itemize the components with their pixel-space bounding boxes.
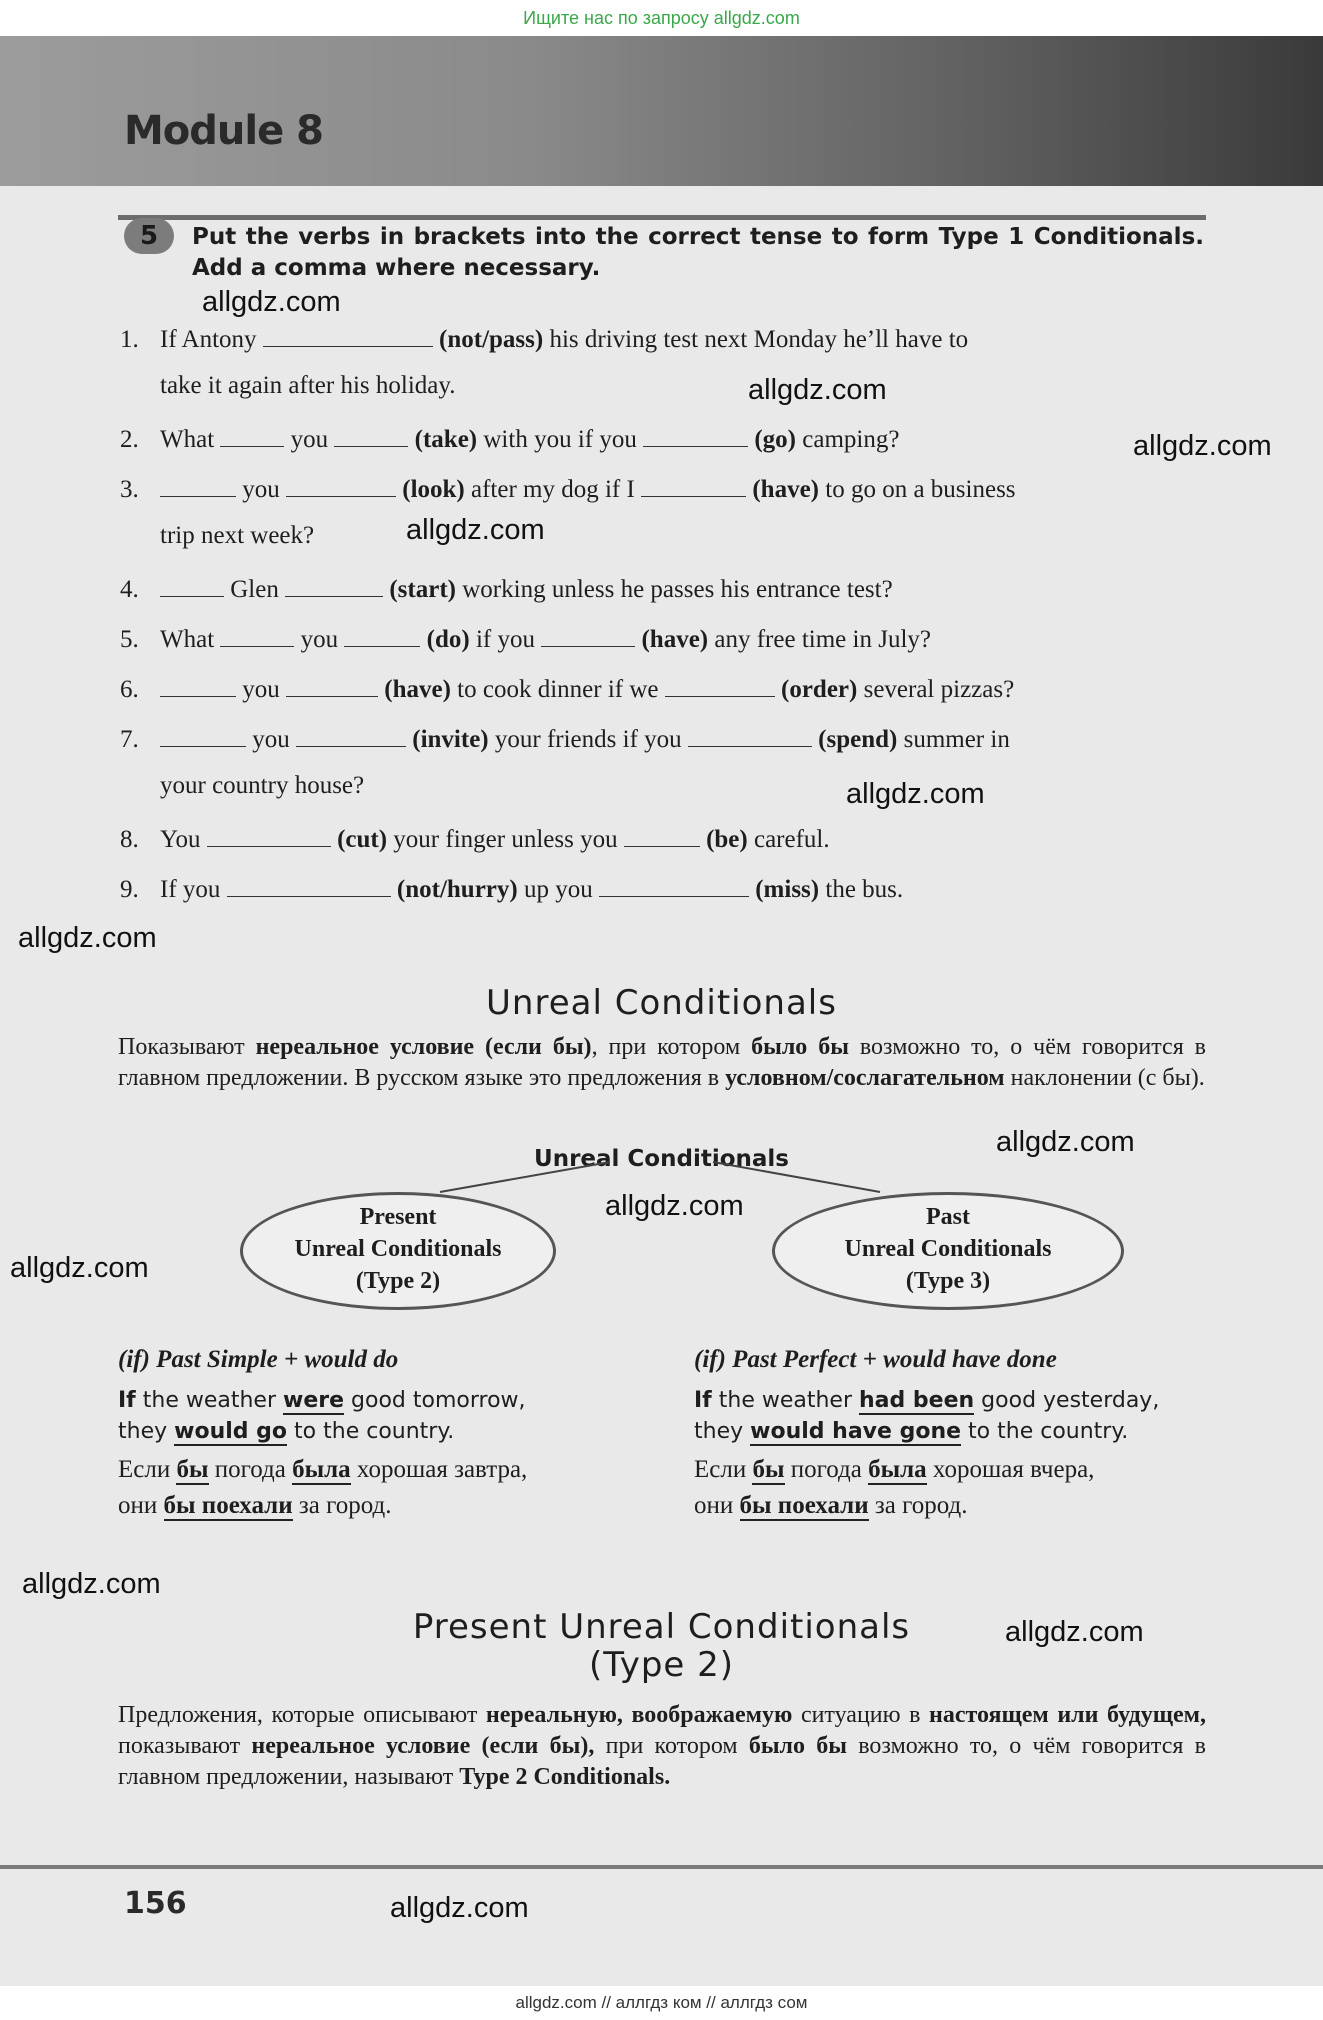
exercise-number: 8. <box>120 826 139 853</box>
answer-blank <box>285 572 383 597</box>
watermark: allgdz.com <box>22 1568 161 1600</box>
bold-text: было бы <box>748 1733 848 1759</box>
answer-blank <box>541 622 635 647</box>
exercise-item: 1. If Antony (not/pass) his driving test next Monday he’ll have to <box>120 322 1206 356</box>
answer-blank <box>624 822 700 847</box>
bold-text: условном/сослагательном <box>725 1065 1005 1091</box>
watermark: allgdz.com <box>202 286 341 318</box>
exercise-number: 1. <box>120 326 139 353</box>
exercise-continuation: trip next week? <box>160 522 315 549</box>
unreal-intro: Показывают нереальное условие (если бы), при котором было бы возможно то, о чём говорится в главном предложении. В русском языке это предложения в условном/сослагательном наклонении (с бы). <box>118 1034 1207 1091</box>
unreal-heading: Unreal Conditionals <box>486 983 837 1023</box>
answer-blank <box>220 422 284 447</box>
footer <box>0 1986 1323 2020</box>
underlined-text: бы <box>752 1456 785 1483</box>
bold-text: (spend) <box>818 726 898 753</box>
bold-text: If <box>118 1388 136 1413</box>
watermark: allgdz.com <box>18 922 157 954</box>
exercise-number: 5. <box>120 626 139 653</box>
example-type2-ru-line1: Если бы погода была хорошая завтра, <box>118 1456 528 1483</box>
top-rule <box>118 215 1206 220</box>
type2-heading-line2: (Type 2) <box>588 1645 735 1685</box>
page-number: 156 <box>124 1886 187 1921</box>
exercise-continuation: your country house? <box>160 772 365 799</box>
answer-blank <box>220 622 294 647</box>
exercise-item: 5. What you (do) if you (have) any free time in July? <box>120 622 1206 656</box>
ellipse-right-line2: Unreal Conditionals <box>844 1236 1052 1262</box>
exercise-item: 9. If you (not/hurry) up you (miss) the bus. <box>120 872 1206 906</box>
bold-text: (be) <box>706 826 748 853</box>
top-banner-text: Ищите нас по запросу allgdz.com <box>523 8 800 28</box>
answer-blank <box>160 472 236 497</box>
underlined-text: had been <box>859 1388 975 1413</box>
underlined-text: бы <box>176 1456 209 1483</box>
example-type3-ru-line1: Если бы погода была хорошая вчера, <box>694 1456 1095 1483</box>
exercise-number: 9. <box>120 876 139 903</box>
answer-blank <box>599 872 749 897</box>
underlined-text: would have gone <box>750 1419 962 1444</box>
exercise-number: 7. <box>120 726 139 753</box>
bold-text: (miss) <box>755 876 820 903</box>
watermark: allgdz.com <box>390 1892 529 1924</box>
bold-text: (go) <box>754 426 796 453</box>
answer-blank <box>334 422 408 447</box>
bold-text: (look) <box>402 476 465 503</box>
task-instruction: Put the verbs in brackets into the correct tense to form Type 1 Conditionals. Add a comma where necessary. <box>192 224 1204 281</box>
bold-text: (have) <box>641 626 709 653</box>
bold-text: (start) <box>389 576 456 603</box>
example-type3-en-line1: If the weather had been good yesterday, <box>694 1388 1160 1413</box>
underlined-text: would go <box>174 1419 288 1444</box>
example-type3-en-line2: they would have gone to the country. <box>694 1419 1129 1444</box>
bold-text: было бы <box>751 1034 849 1060</box>
exercise-item: 7. you (invite) your friends if you (spend) summer in <box>120 722 1206 756</box>
ellipse-left-line1: Present <box>359 1204 437 1230</box>
ellipse-past-unreal <box>772 1192 1124 1310</box>
exercise-item: 8. You (cut) your finger unless you (be) careful. <box>120 822 1206 856</box>
ellipse-right-line1: Past <box>926 1204 970 1230</box>
underlined-text: была <box>868 1456 927 1483</box>
watermark: allgdz.com <box>996 1126 1135 1158</box>
example-type3-ru-line2: они бы поехали за город. <box>694 1492 968 1519</box>
type2-heading-line1: Present Unreal Conditionals <box>412 1607 911 1647</box>
answer-blank <box>344 622 420 647</box>
bold-text: нереальное условие (если бы), <box>251 1733 595 1759</box>
formula-type2: (if) Past Simple + would do <box>118 1346 399 1373</box>
answer-blank <box>160 722 246 747</box>
bold-text: (take) <box>414 426 478 453</box>
answer-blank <box>160 672 236 697</box>
bold-text: (not/hurry) <box>396 876 518 903</box>
connector-right <box>713 1162 880 1192</box>
example-type2-en-line2: they would go to the country. <box>118 1419 455 1444</box>
footer-text: allgdz.com // аллгдз ком // аллгдз сом <box>515 1993 808 2012</box>
watermark: allgdz.com <box>406 514 545 546</box>
bold-text: (order) <box>781 676 858 703</box>
watermark: allgdz.com <box>1133 430 1272 462</box>
underlined-text: бы поехали <box>163 1492 293 1519</box>
watermark: allgdz.com <box>1005 1616 1144 1648</box>
answer-blank <box>688 722 812 747</box>
bold-text: настоящем или будущем, <box>929 1702 1206 1728</box>
type2-description: Предложения, которые описывают нереальную, воображаемую ситуацию в настоящем или будущем, показывают нереальное условие (если бы), при котором было бы возможно то, о чём говорится в главном предложении, называют Type 2 Conditionals. <box>118 1702 1206 1790</box>
answer-blank <box>286 472 396 497</box>
answer-blank <box>296 722 406 747</box>
exercise-item: 6. you (have) to cook dinner if we (order) several pizzas? <box>120 672 1206 706</box>
example-type2-ru-line2: они бы поехали за город. <box>118 1492 392 1519</box>
bold-text: Type 2 Conditionals. <box>459 1764 671 1790</box>
exercise-item: 2. What you (take) with you if you (go) camping? <box>120 422 1206 456</box>
bold-text: (not/pass) <box>439 326 544 353</box>
exercise-number: 6. <box>120 676 139 703</box>
answer-blank <box>286 672 378 697</box>
ellipse-left-line2: Unreal Conditionals <box>294 1236 502 1262</box>
bold-text: (have) <box>752 476 819 503</box>
ellipse-present-unreal <box>240 1192 556 1310</box>
formula-type3: (if) Past Perfect + would have done <box>694 1346 1057 1373</box>
bold-text: (invite) <box>412 726 489 753</box>
watermark: allgdz.com <box>748 374 887 406</box>
answer-blank <box>665 672 775 697</box>
example-type2-en-line1: If the weather were good tomorrow, <box>118 1388 526 1413</box>
exercise-continuation: take it again after his holiday. <box>160 372 456 399</box>
answer-blank <box>227 872 391 897</box>
ellipse-left-line3: (Type 2) <box>355 1268 441 1294</box>
answer-blank <box>207 822 331 847</box>
answer-blank <box>160 572 224 597</box>
connector-left <box>440 1162 610 1192</box>
bottom-rule <box>0 1865 1323 1869</box>
answer-blank <box>263 322 433 347</box>
underlined-text: were <box>283 1388 345 1413</box>
watermark: allgdz.com <box>605 1190 744 1222</box>
exercise-number: 4. <box>120 576 139 603</box>
module-title: Module 8 <box>124 108 323 154</box>
exercise-number: 3. <box>120 476 139 503</box>
underlined-text: была <box>292 1456 351 1483</box>
task-number-badge: 5 <box>124 218 174 254</box>
bold-text: (do) <box>426 626 470 653</box>
bold-text: If <box>694 1388 712 1413</box>
watermark: allgdz.com <box>846 778 985 810</box>
bold-text: (cut) <box>337 826 388 853</box>
bold-text: нереальное условие (если бы) <box>255 1034 592 1060</box>
watermark: allgdz.com <box>10 1252 149 1284</box>
exercise-number: 2. <box>120 426 139 453</box>
underlined-text: бы поехали <box>739 1492 869 1519</box>
answer-blank <box>643 422 748 447</box>
ellipse-right-line3: (Type 3) <box>905 1268 991 1294</box>
exercise-item: 4. Glen (start) working unless he passes his entrance test? <box>120 572 1206 606</box>
exercise-item: 3. you (look) after my dog if I (have) to go on a business <box>120 472 1206 506</box>
bold-text: нереальную, воображаемую <box>485 1702 793 1728</box>
bold-text: (have) <box>384 676 451 703</box>
diagram-title: Unreal Conditionals <box>534 1146 789 1172</box>
top-banner <box>0 0 1323 36</box>
answer-blank <box>641 472 746 497</box>
